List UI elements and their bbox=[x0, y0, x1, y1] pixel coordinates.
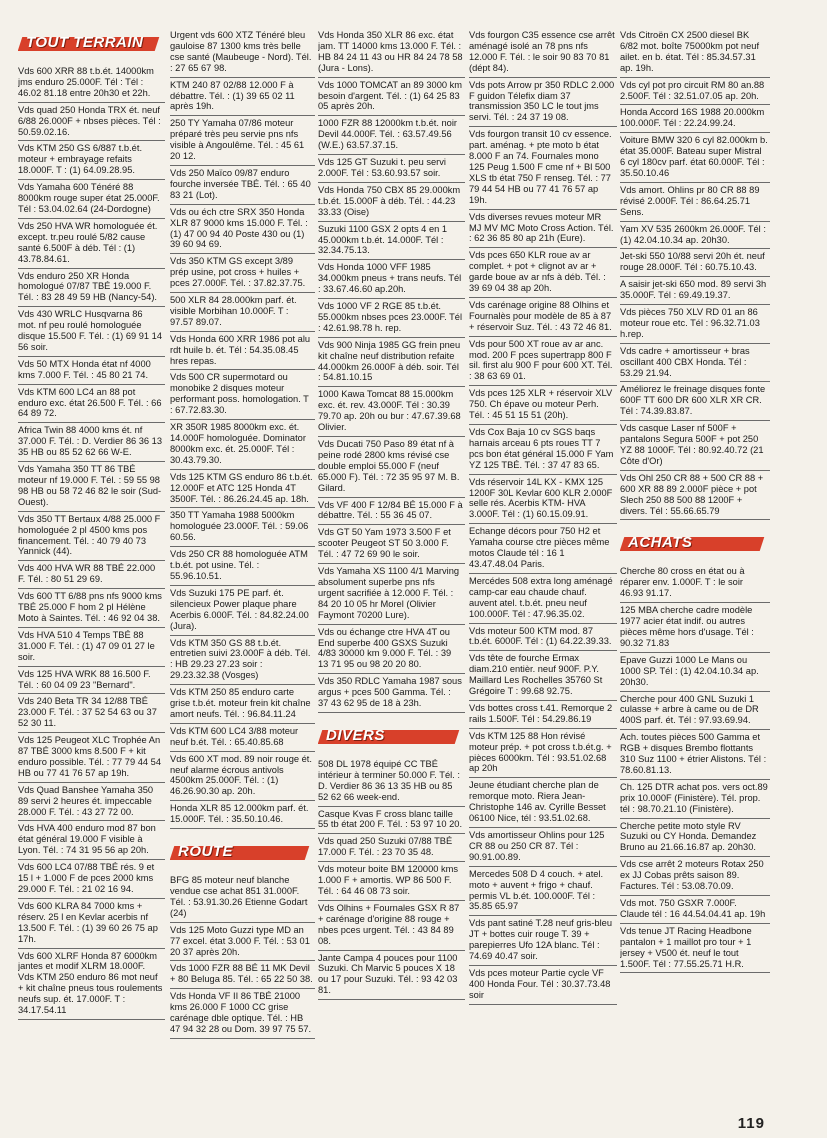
classified-ad: Vds 600 KLRA 84 7000 kms + réserv. 25 l en Kevlar acerbis nf 13.500 F. Tél. : (1) 39 60 26 75 ap 17h. bbox=[18, 899, 165, 949]
classified-ad: Vds 430 WRLC Husqvarna 86 mot. nf peu roulé homologuée disque 15.500 F. Tél. : (1) 69 91 14 56 soir. bbox=[18, 307, 165, 357]
classified-ad: Vds quad 250 Honda TRX ét. neuf 6/88 26.000F + nbses pièces. Tél : 50.59.02.16. bbox=[18, 103, 165, 142]
section-banner-tout-terrain bbox=[18, 28, 165, 58]
classified-ad: Epave Guzzi 1000 Le Mans ou 1000 SP. Tél : (1) 42.04.10.34 ap. 20h30. bbox=[620, 653, 770, 692]
classified-ad: Vds tête de fourche Ermax diam.210 entièr. neuf 900F. P.Y. Maillard Les Rochelles 35760 St Grégoire T : 99.68 92.75. bbox=[469, 651, 617, 701]
classified-ad: Vds Honda 600 XRR 1986 pot alu rdt huile b. ét. Tél : 54.35.08.45 hres repas. bbox=[170, 332, 315, 371]
classified-ad: Mercédes 508 extra long aménagé camp-car eau chaude chauf. auvent atel. t.b.ét. pneu neuf 100.000F. Tél : 47.96.35.02. bbox=[469, 574, 617, 624]
classified-ad: Vds Quad Banshee Yamaha 350 89 servi 2 heures ét. impeccable 28.000 F. Tél. : 43 27 72 00. bbox=[18, 783, 165, 822]
ad-list bbox=[18, 64, 165, 1020]
classified-ad: Vds ou éch ctre SRX 350 Honda XLR 87 9000 kms 15.000 F. Tél. : (1) 47 00 94 40 Poste 430 ou (1) 39 60 94 69. bbox=[170, 205, 315, 255]
ad-list bbox=[170, 28, 315, 829]
classified-ad: Vds 350 TT Bertaux 4/88 25.000 F homologuée 2 pl 4500 kms pos financement. Tél. : 40 79 40 73 Yannick (44). bbox=[18, 512, 165, 562]
classified-ad: Honda Accord 16S 1988 20.000km 100.000F. Tél : 22.24.99.24. bbox=[620, 105, 770, 133]
classified-ad: Ch. 125 DTR achat pos. vers oct.89 prix 10.000F (Finistère). Tél. prop. tél : 98.70.21.10 (Finistère). bbox=[620, 780, 770, 819]
classified-ad: 250 TY Yamaha 07/86 moteur préparé très peu servie pns nfs visible à Angoulême. Tél. : 45 61 20 12. bbox=[170, 116, 315, 166]
page-number: 119 bbox=[737, 1115, 765, 1132]
classified-ad: Vds 600 XLRF Honda 87 6000km jantes et modif XLRM 18.000F. Vds KTM 250 enduro 86 mot neuf + kit chaîne pneus tous roulements neufs sup. ét. 17.000F. T : 34.17.54.11 bbox=[18, 949, 165, 1020]
classified-ad: Voiture BMW 320 6 cyl 82.000km b. état 35.000F. Bateau super Mistral 6 cyl 180cv parf. état 60.000F. Tél : 35.50.10.46 bbox=[620, 133, 770, 183]
ad-list bbox=[318, 757, 465, 1000]
classified-ad: Cherche 80 cross en état ou à réparer env. 1.000F. T : le soir 46.93 91.17. bbox=[620, 564, 770, 603]
classified-ad: Vds fourgon C35 essence cse arrêt aménagé isolé an 78 pns nfs 12.000 F. Tél. : le soir 90 83 70 81 (dépt 84). bbox=[469, 28, 617, 78]
classified-ad: Vds 125 Moto Guzzi type MD an 77 excel. état 3.000 F. Tél. : 53 01 20 37 après 20h. bbox=[170, 923, 315, 962]
classified-ad: Vds cadre + amortisseur + bras oscillant 400 CBX Honda. Tél : 53.29 21.94. bbox=[620, 344, 770, 383]
classified-ad: Vds casque Laser nf 500F + pantalons Segura 500F + pot 250 YZ 88 1000F. Tél : 80.92.40.72 (21 Côte d'Or) bbox=[620, 421, 770, 471]
classified-ad: Vds ou échange ctre HVA 4T ou End superbe 400 GSXS Suzuki 4/83 30000 km 9.000 F. Tél. : 39 13 71 95 ou 98 20 20 80. bbox=[318, 625, 465, 675]
classified-ad: 508 DL 1978 équipé CC TBÉ intérieur à terminer 50.000 F. Tél. : D. Verdier 86 36 13 35 HB ou 85 52 62 66 week-end. bbox=[318, 757, 465, 807]
classified-ad: Vds moteur 500 KTM mod. 87 t.b.ét. 6000F. Tél : (1) 64.22.39.33. bbox=[469, 624, 617, 652]
classified-ad: Vds Yamaha XS 1100 4/1 Marving absolument superbe pns nfs urgent sacrifiée à 12.000 F. Tél. : 84 20 10 05 hr Morel (Olivier Faymont 70200 Lure). bbox=[318, 564, 465, 625]
classified-ad: Echange décors pour 750 H2 et Yamaha course ctre pièces même motos Claude tél : 16 1 43.47.48.04 Paris. bbox=[469, 524, 617, 574]
classified-ad: Vds mot. 750 GSXR 7.000F. Claude tél : 16 44.54.04.41 ap. 19h bbox=[620, 896, 770, 924]
classified-ad: Vds pots Arrow pr 350 RDLC 2.000 F guidon Télefix diam 37 transmission 350 LC le tout jms servi. Tél. : 24 37 19 08. bbox=[469, 78, 617, 128]
classified-ad: Vds pces 650 KLR roue av ar complet. + pot + clignot av ar + garde boue av ar nfs à déb. Tél. : 39 69 04 38 ap 20h. bbox=[469, 248, 617, 298]
section-title: TOUT TERRAIN bbox=[26, 34, 144, 51]
classified-ad: Cherche pour 400 GNL Suzuki 1 culasse + arbre à came ou de DR 400S parf. ét. Tél : 97.93.69.94. bbox=[620, 692, 770, 731]
classified-ad: Vds 500 CR supermotard ou monobike 2 disques moteur performant poss. homologation. T : 67.72.83.30. bbox=[170, 370, 315, 420]
classified-ad: Vds moteur boite BM 120000 kms 1.000 F + amortis. WP 86 500 F. Tél. : 64 46 08 73 soir. bbox=[318, 862, 465, 901]
classified-ad: XR 350R 1985 8000km exc. ét. 14.000F homologuée. Dominator 8000km exc. ét. 25.000F. Tél : 30.43.79.30. bbox=[170, 420, 315, 470]
classified-ad: 1000 FZR 88 12000km t.b.ét. noir Devil 44.000F. Tél. : 63.57.49.56 (W.E.) 63.57.37.15. bbox=[318, 116, 465, 155]
classified-ad: Vds pces 125 XLR + réservoir XLV 750. Ch épave ou moteur Perh. Tél. : 45 51 15 51 (20h). bbox=[469, 386, 617, 425]
classified-ad: Vds 125 HVA WRK 88 16.500 F. Tél. : 60 04 09 23 "Bernard". bbox=[18, 667, 165, 695]
ad-list bbox=[469, 28, 617, 1005]
classified-ad: Vds KTM 250 85 enduro carte grise t.b.ét. moteur frein kit chaîne amort neufs. Tél. : 96.84.11.24 bbox=[170, 685, 315, 724]
classified-ad: Jeune étudiant cherche plan de remorque moto. Riera Jean-Christophe 146 av. Cyrille Besset 06100 Nice, tél : 93.51.02.68. bbox=[469, 778, 617, 828]
classified-ad: Jante Campa 4 pouces pour 1100 Suzuki. Ch Marvic 5 pouces X 18 ou 17 pour Suzuki. Tél. : 93 42 03 81. bbox=[318, 951, 465, 1001]
classified-ad: Vds KTM 600 LC4 an 88 pot enduro exc. état 26.500 F. Tél. : 66 64 89 72. bbox=[18, 385, 165, 424]
section-title: ROUTE bbox=[178, 843, 233, 861]
ad-list bbox=[620, 564, 770, 973]
classified-ad: Vds 900 Ninja 1985 GG frein pneu kit chaîne neuf distribution refaite 44.000km 26.000F à déb. soir. Tél : 54.81.10.15 bbox=[318, 338, 465, 388]
classified-ad: Vds 250 HVA WR homologuée ét. except. tr.peu roulé 5/82 cause santé 6.500F à déb. Tél : (1) 43.78.84.61. bbox=[18, 219, 165, 269]
classified-ad: Vds tenue JT Racing Headbone pantalon + 1 maillot pro tour + 1 jersey + V500 ét. neuf le tout 1.500F. Tél : 77.55.25.71 H.R. bbox=[620, 924, 770, 974]
classified-ad: 350 TT Yamaha 1988 5000km homologuée 23.000F. Tél. : 59.06 60.56. bbox=[170, 508, 315, 547]
classified-ad: Vds pièces 750 XLV RD 01 an 86 moteur roue etc. Tél : 96.32.71.03 h.rep. bbox=[620, 305, 770, 344]
classified-ad: 1000 Kawa Tomcat 88 15.000km exc. ét. rev. 43.000F. Tél : 30.39 79.70 ap. 20h ou bur : 47.67.39.68 Olivier. bbox=[318, 387, 465, 437]
classified-ad: Urgent vds 600 XTZ Ténéré bleu gauloise 87 1300 kms très belle cse santé (Maubeuge - Nord). Tél. : 27 65 67 98. bbox=[170, 28, 315, 78]
classified-ad: Vds Citroën CX 2500 diesel BK 6/82 mot. boîte 75000km pot neuf ailet. en b. état. Tél : 85.34.57.31 ap. 19h. bbox=[620, 28, 770, 78]
classified-ad: Vds carénage origine 88 Olhins et Fournalès pour modèle de 85 à 87 + réservoir Suz. Tél. : 43 72 46 81. bbox=[469, 298, 617, 337]
classified-ad: Vds 240 Beta TR 34 12/88 TBÉ 23.000 F. Tél. : 37 52 54 63 ou 37 52 30 11. bbox=[18, 694, 165, 733]
classified-ad: Vds 250 CR 88 homologuée ATM t.b.ét. pot usine. Tél. : 55.96.10.51. bbox=[170, 547, 315, 586]
classified-ad: Vds pces moteur Partie cycle VF 400 Honda Four. Tél : 30.37.73.48 soir bbox=[469, 966, 617, 1005]
classified-ad: Améliorez le freinage disques fonte 600F TT 600 DR 600 XLR XR CR. Tél : 74.39.83.87. bbox=[620, 382, 770, 421]
classified-ad: Vds 350 KTM GS except 3/89 prép usine, pot cross + huiles + pces 27.000F. Tél. : 37.82.37.75. bbox=[170, 254, 315, 293]
ad-list bbox=[170, 873, 315, 1039]
classified-ad: Vds Olhins + Fournales GSX R 87 + carénage d'origine 88 rouge + nbes pces urgent. Tél. : 43 84 89 08. bbox=[318, 901, 465, 951]
classified-ad: Vds Yamaha 600 Ténéré 88 8000km rouge super état 25.000F. Tél : 53.04.02.64 (24-Dordogne) bbox=[18, 180, 165, 219]
section-banner-divers bbox=[318, 721, 465, 751]
classified-ad: Vds 125 Peugeot XLC Trophée An 87 TBÉ 3000 kms 8.500 F + kit enduro possible. Tél. : 77 79 44 54 HB ou 77 41 76 57 ap 19h. bbox=[18, 733, 165, 783]
classified-ad: Vds 600 LC4 07/88 TBÉ rés. 9 et 15 l + 1.000 F de pces 2000 kms 29.000 F. Tél. : 21 02 16 94. bbox=[18, 860, 165, 899]
classified-ad: Vds diverses revues moteur MR MJ MV MC Moto Cross Action. Tél. : 62 36 85 80 ap 21h (Eure). bbox=[469, 210, 617, 249]
column-3 bbox=[318, 28, 465, 1128]
classified-ad: Vds 50 MTX Honda état nf 4000 kms 7.000 F. Tél. : 45 80 21 74. bbox=[18, 357, 165, 385]
classified-ad: Vds amortisseur Ohlins pour 125 CR 88 ou 250 CR 87. Tél : 90.91.00.89. bbox=[469, 828, 617, 867]
classified-ad: Vds Honda 1000 VFF 1985 34.000km pneus + trans neufs. Tél : 33.67.46.60 ap.20h. bbox=[318, 260, 465, 299]
classified-ad: Vds 1000 TOMCAT an 89 3000 km besoin d'argent. Tél. : (1) 64 25 83 05 après 20h. bbox=[318, 78, 465, 117]
classified-ad: Vds 400 HVA WR 88 TBÉ 22.000 F. Tél. : 80 51 29 69. bbox=[18, 561, 165, 589]
classified-ad: Vds 125 KTM GS enduro 86 t.b.ét. 12.000F et ATC 125 Honda 4T 3500F. Tél. : 86.26.24.45 ap. 18h. bbox=[170, 470, 315, 509]
classified-ad: BFG 85 moteur neuf blanche vendue cse achat 851 31.000F. Tél. : 53.91.30.26 Etienne Godart (24) bbox=[170, 873, 315, 923]
classified-ad: Vds 600 XT mod. 89 noir rouge ét. neuf alarme écrous antivols 4500km 25.000F. Tél. : (1) 46.26.90.30 ap. 20h. bbox=[170, 752, 315, 802]
section-title: ACHATS bbox=[628, 534, 693, 552]
classified-ad: Vds pour 500 XT roue av ar anc. mod. 200 F pces supertrapp 800 F sil. first alu 900 F pour 600 XT. Tél. : 38 63 69 01. bbox=[469, 337, 617, 387]
classified-ad: Vds 600 TT 6/88 pns nfs 9000 kms TBÉ 25.000 F hom 2 pl Hélène Moto à Saintes. Tél. : 46 92 04 38. bbox=[18, 589, 165, 628]
classified-ad: Yam XV 535 2600km 26.000F. Tél : (1) 42.04.10.34 ap. 20h30. bbox=[620, 222, 770, 250]
classified-ad: Vds pant satiné T.28 neuf gris-bleu JT + bottes cuir rouge T. 39 + parepierres Ufo 12A blanc. Tél : 74.69 40.47 soir. bbox=[469, 916, 617, 966]
classified-ad: Honda XLR 85 12.000km parf. ét. 15.000F. Tél. : 35.50.10.46. bbox=[170, 801, 315, 829]
classified-ad: Vds KTM 600 LC4 3/88 moteur neuf b.ét. Tél. : 65.40.85.68 bbox=[170, 724, 315, 752]
classified-ad: Vds HVA 400 enduro mod 87 bon état général 19.000 F visible à Lyon. Tél. : 74 31 95 56 ap 20h. bbox=[18, 821, 165, 860]
classified-ad: 500 XLR 84 28.000km parf. ét. visible Morbihan 10.000F. T : 97.57 89.07. bbox=[170, 293, 315, 332]
classified-ad: Vds fourgon transit 10 cv essence. part. aménag. + pte moto b état 8.000 F an 74. Fournales mono 125 Peug 1.500 F cme nf + Bl 500 XLS tb état 750 F renseg. Tél. : 77 79 44 54 HB ou 77 41 76 57 ap 19h. bbox=[469, 127, 617, 209]
classified-ad: Vds 1000 FZR 88 BÉ 11 MK Devil + 80 Beluga 85. Tél. : 65 22 50 38. bbox=[170, 961, 315, 989]
classified-ad: Vds Suzuki 175 PE parf. ét. silencieux Power plaque phare Acerbis 6.000F. Tél. : 84.82.24.00 (Jura). bbox=[170, 586, 315, 636]
classified-ad: KTM 240 87 02/88 12.000 F à débattre. Tél. : (1) 39 65 02 11 après 19h. bbox=[170, 78, 315, 117]
classified-ad: Vds Honda 350 XLR 86 exc. état jam. TT 14000 kms 13.000 F. Tél. : HB 84 24 11 43 ou HR 84 24 78 58 (Jura - Lons). bbox=[318, 28, 465, 78]
classified-ad: 125 MBA cherche cadre modèle 1977 acier état indif. ou autres pièces même hors d'usage. Tél : 90.32 71.83 bbox=[620, 603, 770, 653]
classified-ad: Vds amort. Ohlins pr 80 CR 88 89 révisé 2.000F. Tél : 86.64.25.71 Sens. bbox=[620, 183, 770, 222]
classified-ad: Suzuki 1100 GSX 2 opts 4 en 1 45.000km t.b.ét. 14.000F. Tél : 32.34.75.13. bbox=[318, 222, 465, 261]
classified-ad: Vds bottes cross t.41. Remorque 2 rails 1.500F. Tél : 54.29.86.19 bbox=[469, 701, 617, 729]
section-title: DIVERS bbox=[326, 726, 385, 744]
classified-ad: Vds VF 400 F 12/84 BÉ 15.000 F à débattre. Tél. : 55 36 45 07. bbox=[318, 498, 465, 526]
classified-ad: Vds Yamaha 350 TT 86 TBÉ moteur nf 19.000 F. Tél. : 59 55 98 98 HB ou 58 72 46 82 le soir (Sud-Ouest). bbox=[18, 462, 165, 512]
classified-ad: Vds GT 50 Yam 1973 3.500 F et scooter Peugeot ST 50 3.000 F. Tél. : 47 72 69 90 le soir. bbox=[318, 525, 465, 564]
classified-ad: Vds Honda VF II 86 TBÉ 21000 kms 26.000 F 1000 CC grise carénage dble optique. Tél. : HB 47 94 32 28 ou Dom. 39 97 75 57. bbox=[170, 989, 315, 1039]
classified-ad: Ach. toutes pièces 500 Gamma et RGB + disques Brembo flottants 310 Suz 1100 + étrier Alistons. Tél : 78.60.81.13. bbox=[620, 730, 770, 780]
classified-ad: Vds Ducati 750 Paso 89 état nf à peine rodé 2800 kms révisé cse double emploi 55.000 F (neuf 65.000 F). Tél. : 72 35 95 97 M. B. Gilard. bbox=[318, 437, 465, 498]
classified-ad: Casque Kvas F cross blanc taille 55 tb état 200 F. Tél. : 53 97 10 20. bbox=[318, 807, 465, 835]
section-banner-route bbox=[170, 837, 315, 867]
classified-ad: Vds 350 RDLC Yamaha 1987 sous argus + pces 500 Gamma. Tél. : 37 43 62 95 de 18 à 23h. bbox=[318, 674, 465, 713]
classified-ad: Vds 1000 VF 2 RGE 85 t.b.ét. 55.000km nbses pces 23.000F. Tél : 42.61.98.78 h. rep. bbox=[318, 299, 465, 338]
classified-ad: Vds enduro 250 XR Honda homologué 07/87 TBÉ 19.000 F. Tél. : 83 28 49 59 HB (Nancy-54). bbox=[18, 269, 165, 308]
classified-ad: Vds quad 250 Suzuki 07/88 TBÉ 17.000 F. Tél. : 23 70 35 48. bbox=[318, 834, 465, 862]
classified-ad: Vds Ohl 250 CR 88 + 500 CR 88 + 600 XR 88 89 2.000F pièce + pot Slech 250 88 500 88 1200F + divers. Tél : 55.66.65.79 bbox=[620, 471, 770, 521]
classified-ad: Vds 250 Maïco 09/87 enduro fourche inversée TBÉ. Tél. : 65 40 83 21 (Lot). bbox=[170, 166, 315, 205]
classified-ad: Cherche petite moto style RV Suzuki ou CY Honda. Demandez Bruno au 21.66.16.87 ap. 20h30. bbox=[620, 819, 770, 858]
classified-ad: Vds réservoir 14L KX - KMX 125 1200F 30L Kevlar 600 KLR 2.000F selle rés. Acerbis KTM- HVA 3.000F. Tél : (1) 60.15.09.91. bbox=[469, 475, 617, 525]
classified-ad: Vds KTM 125 88 Hon révisé moteur prép. + pot cross t.b.ét.g. + pièces 6000km. Tél : 93.51.02.68 ap 20h bbox=[469, 729, 617, 779]
column-5 bbox=[620, 28, 770, 1128]
column-2 bbox=[170, 28, 315, 1128]
classified-ad: Vds 600 XRR 88 t.b.ét. 14000km jms enduro 25.000F. Tél : Tél : 46.02 81.18 entre 20h30 et 22h. bbox=[18, 64, 165, 103]
classified-ad: Vds cyl pot pro circuit RM 80 an.88 2.500F. Tél : 32.51.07.05 ap. 20h. bbox=[620, 78, 770, 106]
classified-ad: Vds Cox Baja 10 cv SGS baqs harnais arceau 6 pts roues TT 7 pcs bon état général 15.000 F Yam YZ 125 TBÉ. Tél. : 37 47 83 65. bbox=[469, 425, 617, 475]
classified-ad: Vds 125 GT Suzuki t. peu servi 2.000F. Tél : 53.60.93.57 soir. bbox=[318, 155, 465, 183]
classified-ad: A saisir jet-ski 650 mod. 89 servi 3h 35.000F. Tél : 69.49.19.37. bbox=[620, 277, 770, 305]
classified-ad: Vds Honda 750 CBX 85 29.000km t.b.ét. 15.000F à déb. Tél. : 44.23 33.33 (Oise) bbox=[318, 183, 465, 222]
ad-list bbox=[620, 28, 770, 520]
classified-ad: Vds HVA 510 4 Temps TBÉ 88 31.000 F. Tél. : (1) 47 09 01 27 le soir. bbox=[18, 628, 165, 667]
section-banner-achats bbox=[620, 528, 770, 558]
ad-list bbox=[318, 28, 465, 713]
classified-ad: Vds cse arrêt 2 moteurs Rotax 250 ex JJ Cobas prêts saison 89. Factures. Tél : 53.08.70.09. bbox=[620, 857, 770, 896]
column-1 bbox=[18, 28, 165, 1128]
classified-ad: Vds KTM 250 GS 6/887 t.b.ét. moteur + embrayage refaits 18.000F. T : (1) 64.09.28.95. bbox=[18, 141, 165, 180]
classified-ad: Vds KTM 350 GS 88 t.b.ét. entretien suivi 23.000F à déb. Tél. : HB 29.23 27.23 soir : 29.23.32.38 (Vosges) bbox=[170, 636, 315, 686]
classified-ad: Africa Twin 88 4000 kms ét. nf 37.000 F. Tél. : D. Verdier 86 36 13 35 HB ou 85 52 62 66 W-E. bbox=[18, 423, 165, 462]
classified-ad: Jet-ski 550 10/88 servi 20h ét. neuf rouge 28.000F. Tél : 60.75.10.43. bbox=[620, 249, 770, 277]
column-4 bbox=[469, 28, 617, 1128]
classified-ad: Mercedes 508 D 4 couch. + atel. moto + auvent + frigo + chauf. permis VL b.ét. 100.000F. Tél : 35.85 65.97 bbox=[469, 867, 617, 917]
